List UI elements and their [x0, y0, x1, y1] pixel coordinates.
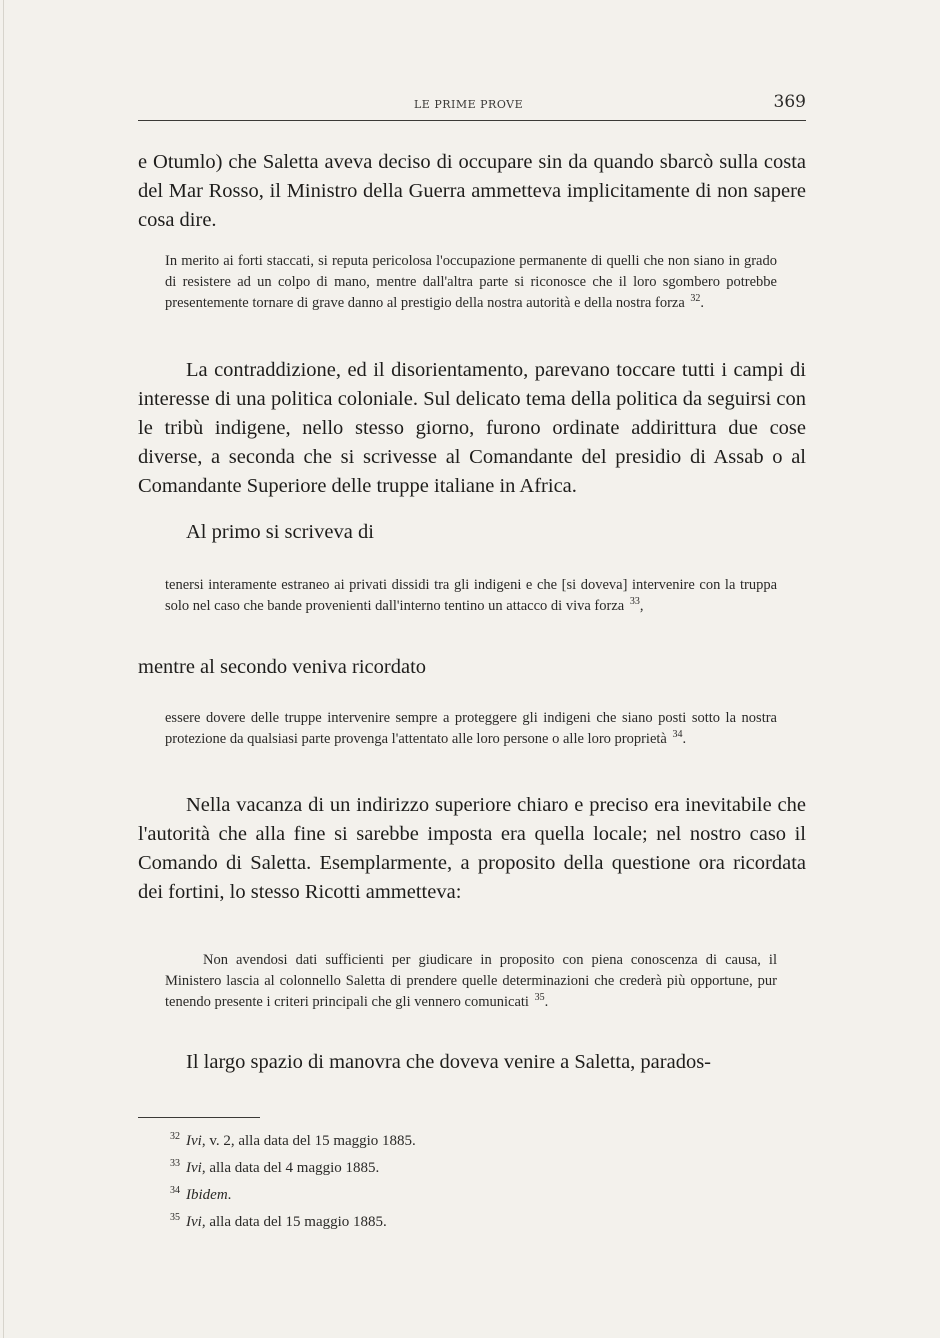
paragraph-3	[138, 518, 806, 547]
footnote-ref: 34	[672, 729, 683, 740]
binding-edge	[3, 0, 4, 1338]
quote-text: essere dovere delle truppe intervenire sempre a proteggere gli indigeni che siano posti sotto la nostra protezione da qualsiasi parte provenga l'attentato alle loro persone o alle loro proprietà	[165, 710, 777, 747]
paragraph-4: mentre al secondo veniva ricordato	[138, 656, 427, 678]
block-quote-4	[165, 950, 777, 1014]
footnote-34	[170, 1185, 231, 1207]
page-number: 369	[773, 92, 806, 112]
footnote-separator	[138, 1117, 260, 1118]
footnote-ref: 33	[629, 596, 640, 607]
quote-end: .	[544, 994, 549, 1010]
footnote-source: Ivi	[186, 1160, 202, 1176]
footnote-source: Ivi	[186, 1214, 202, 1230]
quote-end: .	[682, 731, 687, 747]
paragraph-6	[138, 1048, 806, 1077]
quote-text: tenersi interamente estraneo ai privati dissidi tra gli indigeni e che [si doveva] intervenire con la truppa solo nel caso che bande provenienti dall'interno tentino un attacco di viva forza	[165, 577, 777, 614]
block-quote-2	[165, 575, 777, 618]
footnote-35	[170, 1212, 387, 1234]
footnote-text: .	[227, 1187, 232, 1203]
footnote-ref: 32	[690, 293, 701, 304]
running-title: LE PRIME PROVE	[414, 98, 524, 111]
paragraph-1: e Otumlo) che Saletta aveva deciso di occupare sin da quando sbarcò sulla costa del Mar Rosso, il Ministro della Guerra ammetteva implicitamente di non sapere cosa dire.	[138, 151, 806, 231]
footnote-source: Ibidem	[186, 1187, 228, 1203]
block-quote-1	[165, 251, 777, 315]
quote-end: .	[700, 295, 705, 311]
paragraph-6-text: Il largo spazio di manovra che doveva venire a Saletta, parados-	[186, 1051, 712, 1073]
footnote-33	[170, 1158, 379, 1180]
paragraph-2-text: La contraddizione, ed il disorientamento, parevano toccare tutti i campi di interesse di una politica coloniale. Sul delicato tema della politica da seguirsi con le tribù indigene, nello stesso giorno, furono ordinate addirittura due cose diverse, a seconda che si scrivesse al Comandante del presidio di Assab o al Comandante Superiore delle truppe italiane in Africa.	[138, 359, 806, 497]
footnote-number: 32	[170, 1131, 180, 1142]
footnote-text: , v. 2, alla data del 15 maggio 1885.	[201, 1133, 416, 1149]
block-quote-3	[165, 708, 777, 751]
footnote-text: , alla data del 15 maggio 1885.	[201, 1214, 387, 1230]
paragraph-5-text: Nella vacanza di un indirizzo superiore chiaro e preciso era inevitabile che l'autorità che alla fine si sarebbe imposta era quella locale; nel nostro caso il Comando di Saletta. Esemplarmente, a proposito della questione ora ricordata dei fortini, lo stesso Ricotti ammetteva:	[138, 794, 806, 903]
footnote-text: , alla data del 4 maggio 1885.	[201, 1160, 380, 1176]
quote-text: Non avendosi dati sufficienti per giudicare in proposito con piena conoscenza di causa, il Ministero lascia al colonnello Saletta di prendere quelle determinazioni che crederà più opportune, pur tenendo presente i criteri principali che gli vennero comunicati	[165, 952, 777, 1010]
quote-text: In merito ai forti staccati, si reputa pericolosa l'occupazione permanente di quelli che non siano in grado di resistere ad un colpo di mano, mentre dall'altra parte si riconosce che il loro sgombero potrebbe presentemente tornare di grave danno al prestigio della nostra autorità e della nostra forza	[165, 253, 777, 311]
footnote-number: 33	[170, 1158, 180, 1169]
paragraph-2	[138, 356, 806, 501]
footnote-32	[170, 1131, 416, 1153]
footnote-source: Ivi	[186, 1133, 202, 1149]
footnote-number: 35	[170, 1212, 180, 1223]
footnote-number: 34	[170, 1185, 180, 1196]
page-header	[138, 94, 806, 121]
paragraph-3-text: Al primo si scriveva di	[186, 521, 374, 543]
paragraph-5	[138, 791, 806, 907]
quote-end: ,	[639, 598, 644, 614]
footnote-ref: 35	[534, 992, 545, 1003]
